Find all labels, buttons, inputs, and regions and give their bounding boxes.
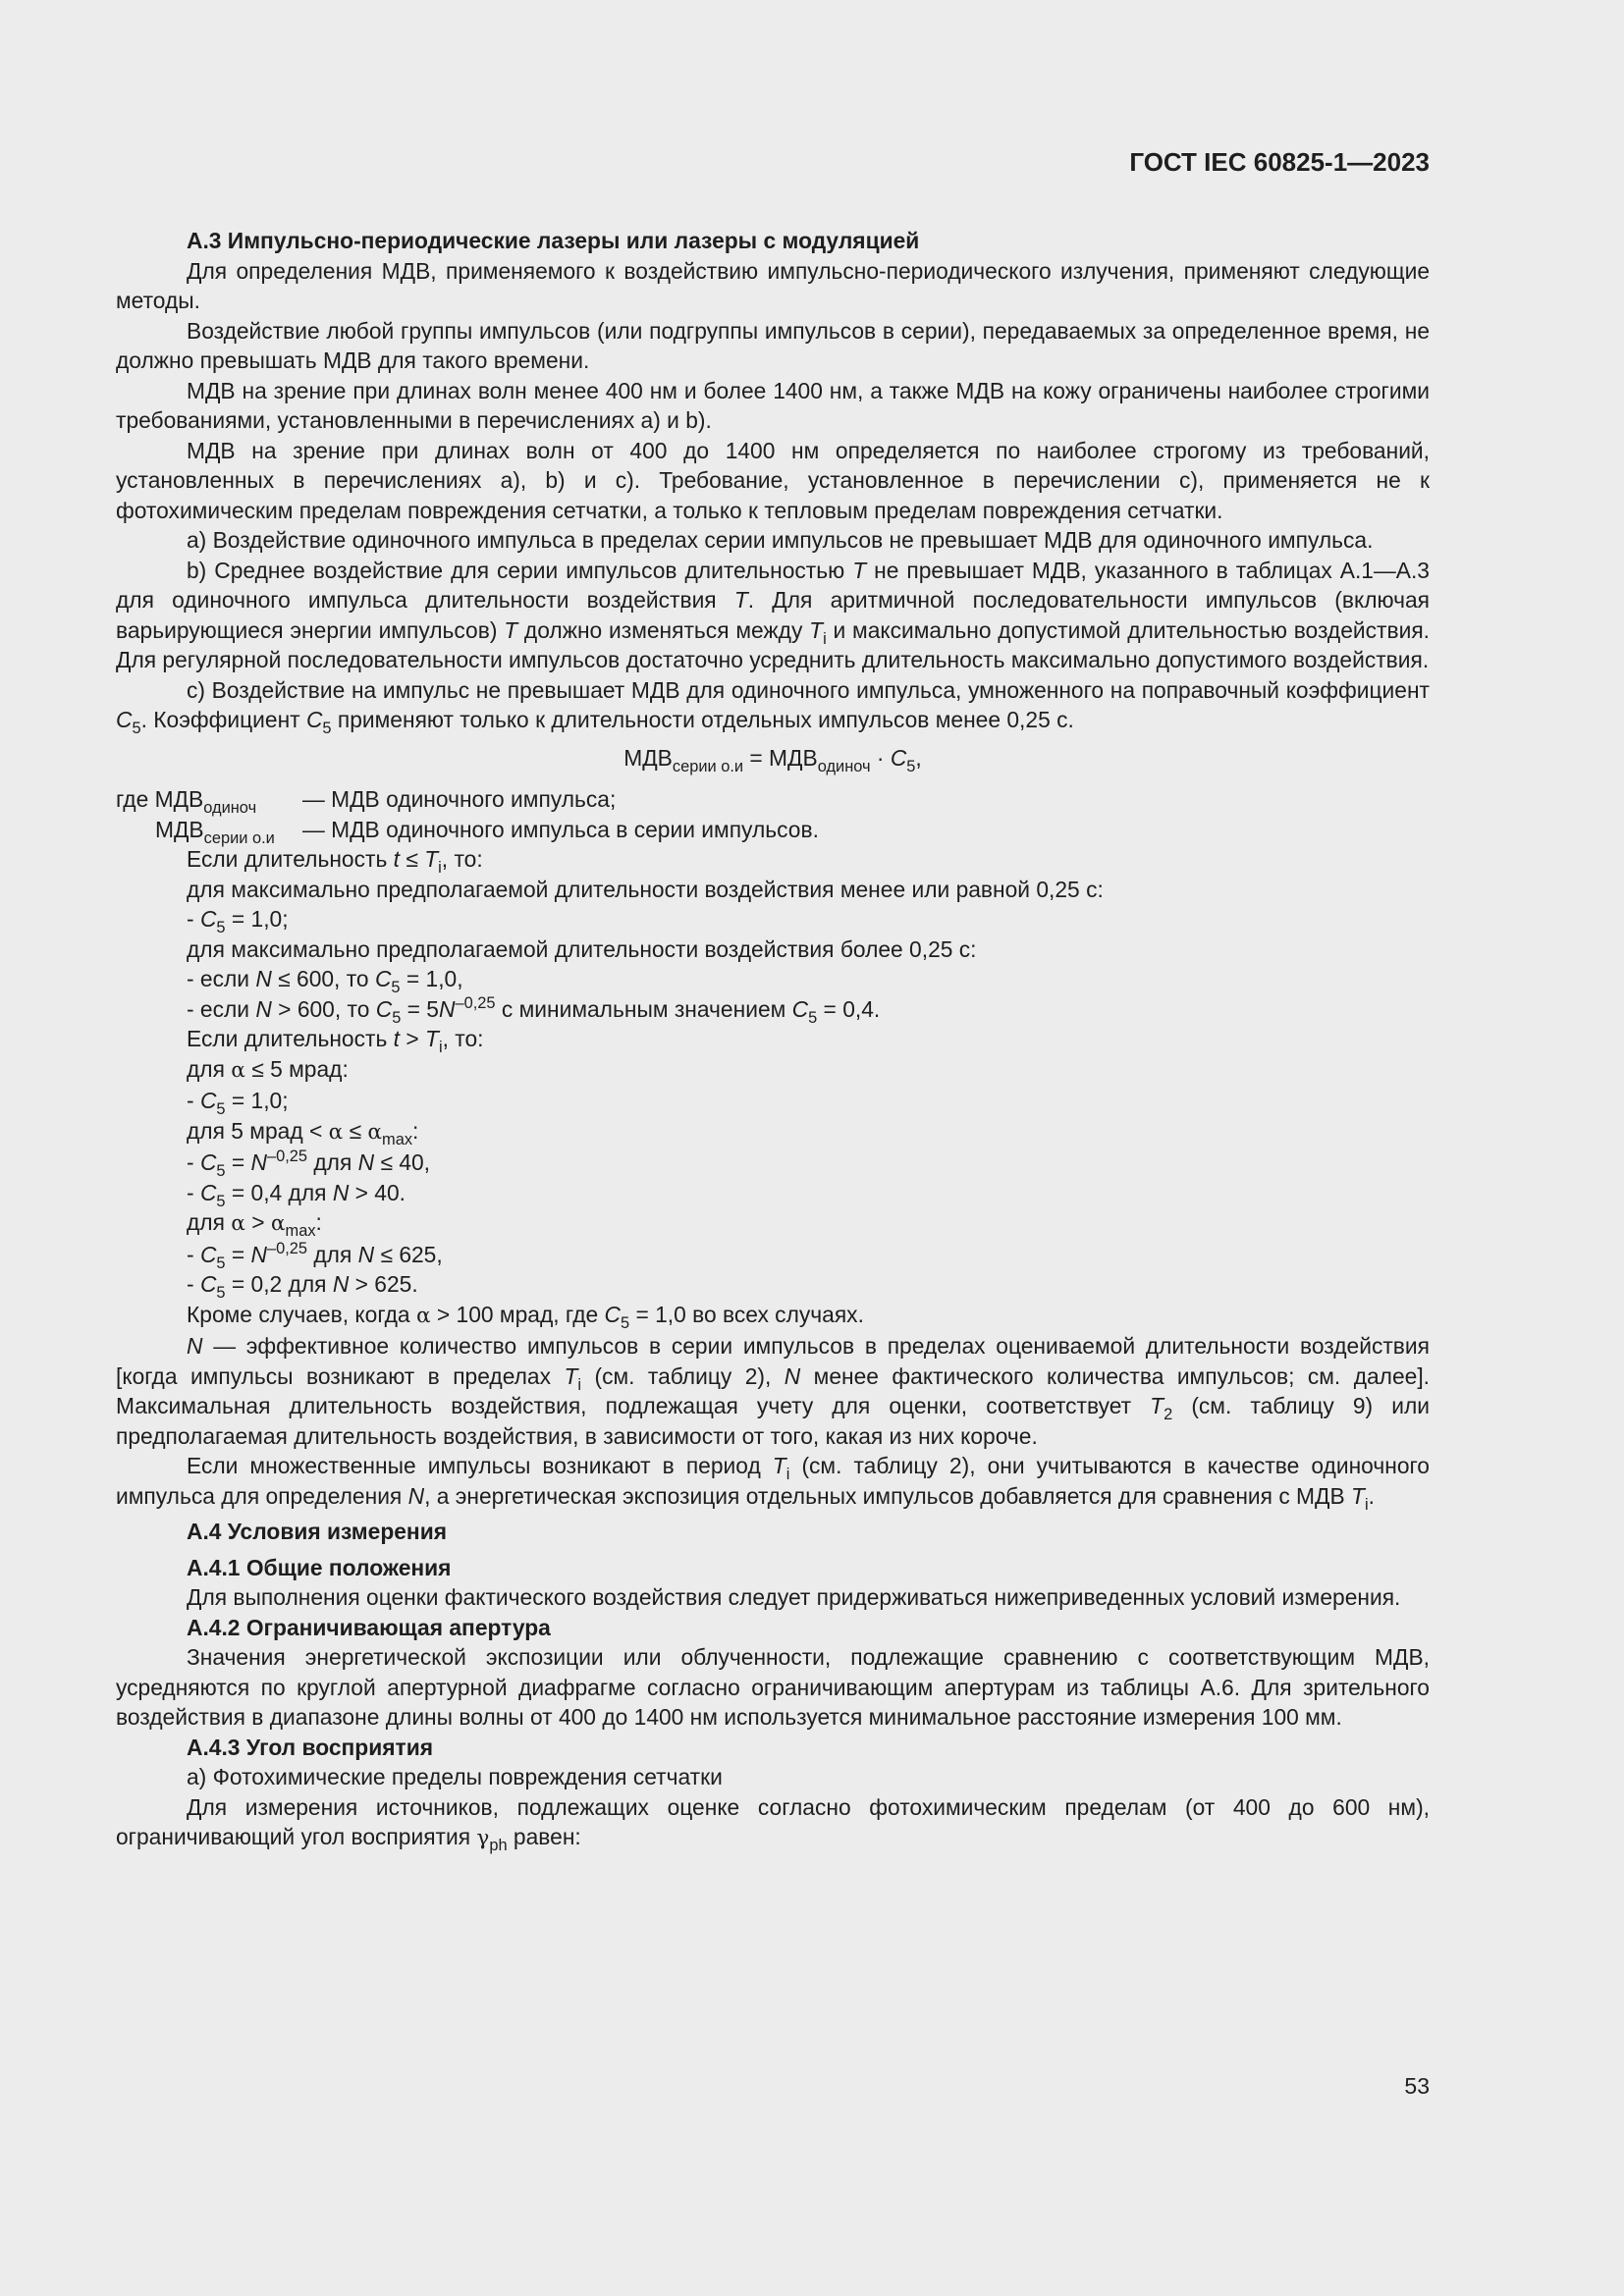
paragraph: МДВ на зрение при длинах волн от 400 до 1400 нм определяется по наиболее строгому из требований, установленных в перечислениях а), b) и c). Требование, установленное в перечислении c), применяется не к фотохимическим пределам повреждения сетчатки, а только к тепловым пределам повреждения сетчатки. [116, 437, 1430, 523]
page-number: 53 [1404, 2073, 1430, 2099]
list-line: - $C_5 = N^{-0,25}$ для N ≤ 40, [187, 1147, 431, 1181]
list-line: для максимально предполагаемой длительности воздействия более 0,25 с: [187, 935, 977, 962]
page-content [116, 226, 1430, 1854]
condition-t-le-ti: Если длительность $t \le T_i$, то: [187, 846, 483, 878]
list-item-a: a) Воздействие одиночного импульса в пределах серии импульсов не превышает МДВ для одиночного импульса. [187, 527, 1374, 553]
formula-mdv-series: $МДВ_{серии о.и} = МДВ_{одиноч} \cdot C_5$, [623, 744, 922, 775]
condition-t-gt-ti: Если длительность $t > T_i$, то: [187, 1026, 484, 1057]
paragraph: Воздействие любой группы импульсов (или подгруппы импульсов в серии), передаваемых за определенное время, не должно превышать МДВ для такого времени. [116, 317, 1430, 373]
list-line: Кроме случаев, когда α > 100 мрад, где $C_5 = 1,0$ во всех случаях. [187, 1301, 864, 1332]
list-line: - $C_5 = 0,2$ для N > 625. [187, 1271, 418, 1303]
paragraph: Для выполнения оценки фактического воздействия следует придерживаться нижеприведенных условий измерения. [187, 1584, 1401, 1610]
standard-header: ГОСТ IEC 60825-1—2023 [1129, 147, 1430, 177]
list-line: - если N ≤ 600, то $C_5 = 1,0$, [187, 966, 463, 997]
list-line: - $C_5 = N^{-0,25}$ для N ≤ 625, [187, 1239, 443, 1272]
list-line: - $C_5 = 1,0$; [187, 906, 289, 937]
list-line: для 5 мрад < $\alpha \le \alpha_{max}$: [187, 1117, 419, 1148]
list-line: - $C_5 = 0,4$ для N > 40. [187, 1179, 406, 1210]
section-a42-title: А.4.2 Ограничивающая апертура [187, 1614, 551, 1640]
paragraph: Для определения МДВ, применяемого к воздействию импульсно-периодического излучения, применяют следующие методы. [116, 257, 1430, 313]
paragraph: Для измерения источников, подлежащих оценке согласно фотохимическим пределам (от 400 до 600 нм), ограничивающий угол восприятия $\gamma_{ph}$ равен: [116, 1793, 1430, 1855]
list-line: - $C_5 = 1,0$; [187, 1088, 289, 1119]
where-definition-1: где $МДВ_{одиноч}$ — МДВ одиночного импульса; [116, 786, 617, 818]
section-a43-title: А.4.3 Угол восприятия [187, 1734, 434, 1760]
list-item-b: b) Среднее воздействие для серии импульсов длительностью T не превышает МДВ, указанного в таблицах А.1—А.3 для одиночного импульса длительности воздействия T. Для аритмичной последовательности импульсов (включая варьирующиеся энергии импульсов) T должно изменяться между $T_i$ и максимально допустимой длительностью воздействия. Для регулярной последовательности импульсов достаточно усреднить длительность максимально допустимого воздействия. [116, 557, 1430, 672]
paragraph: МДВ на зрение при длинах волн менее 400 нм и более 1400 нм, а также МДВ на кожу ограничены наиболее строгими требованиями, установленными в перечислениях а) и b). [116, 377, 1430, 433]
paragraph-multiple-pulses: Если множественные импульсы возникают в период $T_i$ (см. таблицу 2), они учитываются в качестве одиночного импульса для определения N, а энергетическая экспозиция отдельных импульсов добавляется для сравнения с МДВ $T_i$. [116, 1453, 1430, 1514]
where-definition-2: $МДВ_{серии о.и}$ — МДВ одиночного импульса в серии импульсов. [155, 816, 819, 847]
list-item-a: a) Фотохимические пределы повреждения сетчатки [187, 1764, 723, 1789]
paragraph: Значения энергетической экспозиции или облученности, подлежащие сравнению с соответствующим МДВ, усредняются по круглой апертурной диафрагме согласно ограничивающим апертурам из таблицы А.6. Для зрительного воздействия в диапазоне длины волны от 400 до 1400 нм используется минимальное расстояние измерения 100 мм. [116, 1644, 1430, 1730]
list-line: - если N > 600, то $C_5 = 5N^{-0,25}$ с минимальным значением $C_5 = 0,4$. [187, 993, 881, 1027]
list-line: для $\alpha > \alpha_{max}$: [187, 1209, 322, 1241]
paragraph-n-definition: N — эффективное количество импульсов в серии импульсов в пределах оцениваемой длительности воздействия [когда импульсы возникают в пределах $T_i$ (см. таблицу 2), N менее фактического количества импульсов; см. далее]. Максимальная длительность воздействия, подлежащая учету для оценки, соответствует $T_2$ (см. таблицу 9) или предполагаемая длительность воздействия, в зависимости от того, какая из них короче. [116, 1333, 1431, 1449]
section-a4-title: А.4 Условия измерения [187, 1519, 448, 1544]
list-line: для максимально предполагаемой длительности воздействия менее или равной 0,25 с: [187, 876, 1104, 902]
list-item-c: c) Воздействие на импульс не превышает МДВ для одиночного импульса, умноженного на поправочный коэффициент $C_5$. Коэффициент $C_5$ применяют только к длительности отдельных импульсов менее 0,25 с. [116, 676, 1430, 738]
list-line: для α ≤ 5 мрад: [187, 1055, 349, 1083]
section-a41-title: А.4.1 Общие положения [187, 1554, 452, 1580]
section-a3-title: А.3 Импульсно-периодические лазеры или лазеры с модуляцией [187, 228, 920, 253]
document-page [116, 0, 1430, 2296]
